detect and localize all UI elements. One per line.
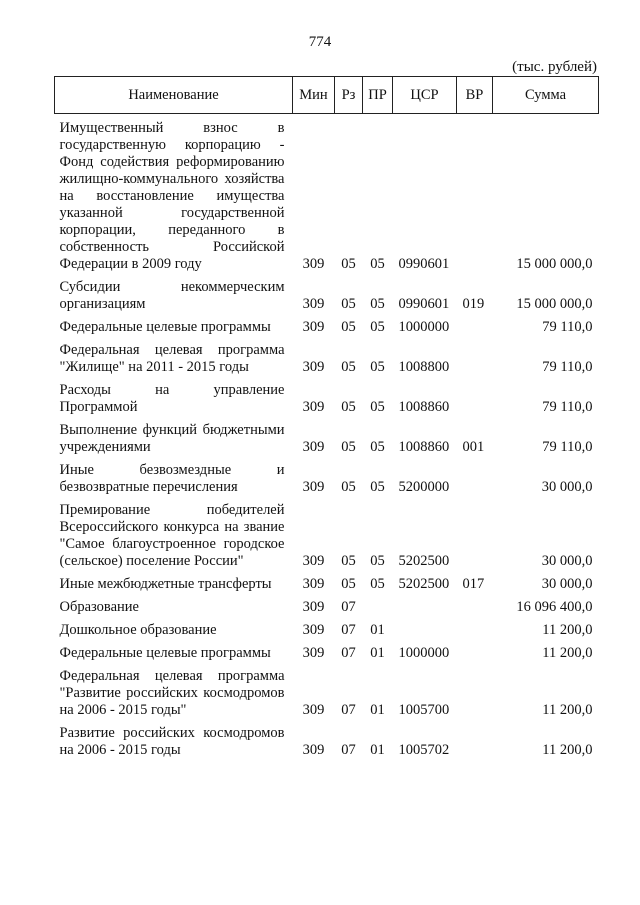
cell-rz: 05 <box>341 399 356 415</box>
cell-csr: 1000000 <box>398 645 450 661</box>
cell-min: 309 <box>302 319 325 335</box>
cell-csr <box>393 593 457 616</box>
row-name-text: Развитие российских космодромов на 2006 - 2015 годы <box>59 725 285 758</box>
cell-vr <box>457 376 493 416</box>
row-name-text: Расходы на управление Программой <box>59 382 285 415</box>
table-row <box>55 456 599 496</box>
cell-sum: 11 200,0 <box>542 742 593 758</box>
cell-name <box>55 114 293 274</box>
table-row <box>55 662 599 719</box>
cell-name <box>55 719 293 759</box>
page-number: 774 <box>308 34 332 50</box>
table-row <box>55 639 599 662</box>
row-name-text: Федеральные целевые программы <box>59 645 271 661</box>
cell-rz: 05 <box>341 256 356 272</box>
cell-name <box>55 662 293 719</box>
cell-rz: 05 <box>341 553 356 569</box>
cell-pr: 05 <box>370 359 385 375</box>
table-row <box>55 273 599 313</box>
cell-vr <box>457 593 493 616</box>
cell-min: 309 <box>302 256 325 272</box>
cell-rz: 05 <box>341 359 356 375</box>
cell-rz: 07 <box>341 645 356 661</box>
cell-min: 309 <box>302 576 325 592</box>
cell-sum: 16 096 400,0 <box>516 599 593 615</box>
cell-vr: 019 <box>462 296 485 312</box>
row-name-text: Иные безвозмездные и безвозвратные перечисления <box>59 462 285 495</box>
header-csr: ЦСР <box>393 77 457 114</box>
cell-sum: 11 200,0 <box>542 645 593 661</box>
row-name-text: Федеральные целевые программы <box>59 319 271 335</box>
table-row <box>55 376 599 416</box>
table-row <box>55 416 599 456</box>
cell-sum: 30 000,0 <box>541 576 593 592</box>
row-name-text: Субсидии некоммерческим организациям <box>59 279 285 312</box>
cell-vr <box>457 114 493 274</box>
cell-sum: 15 000 000,0 <box>516 256 593 272</box>
row-name-text: Дошкольное образование <box>59 622 217 638</box>
cell-name <box>55 336 293 376</box>
cell-csr: 1000000 <box>398 319 450 335</box>
cell-sum: 11 200,0 <box>542 702 593 718</box>
cell-sum: 79 110,0 <box>542 319 593 335</box>
cell-sum: 11 200,0 <box>542 622 593 638</box>
cell-name <box>55 456 293 496</box>
cell-vr <box>457 313 493 336</box>
cell-min: 309 <box>302 479 325 495</box>
table-row <box>55 114 599 274</box>
cell-vr <box>457 616 493 639</box>
cell-vr <box>457 456 493 496</box>
cell-csr: 0990601 <box>398 256 450 272</box>
cell-name <box>55 416 293 456</box>
cell-min: 309 <box>302 399 325 415</box>
header-name: Наименование <box>55 77 293 114</box>
cell-sum: 79 110,0 <box>542 399 593 415</box>
cell-rz: 05 <box>341 296 356 312</box>
cell-csr: 5202500 <box>398 576 450 592</box>
cell-pr: 05 <box>370 439 385 455</box>
row-name-text: Премирование победителей Всероссийского конкурса на звание "Самое благоустроенное городское (сельское) поселение России" <box>59 502 285 569</box>
cell-csr <box>393 616 457 639</box>
header-vr: ВР <box>457 77 493 114</box>
cell-min: 309 <box>302 645 325 661</box>
table-row <box>55 336 599 376</box>
cell-name <box>55 570 293 593</box>
cell-min: 309 <box>302 742 325 758</box>
cell-vr <box>457 496 493 570</box>
cell-rz: 05 <box>341 576 356 592</box>
row-name-text: Имущественный взнос в государственную корпорацию - Фонд содействия реформированию жилищно-коммунального хозяйства на восстановление имущества указанной государственной корпорации, переданного в собственность Российской Федерации в 2009 году <box>59 120 285 272</box>
cell-csr: 1008800 <box>398 359 450 375</box>
cell-csr: 1008860 <box>398 399 450 415</box>
cell-vr: 001 <box>462 439 485 455</box>
row-name-text: Образование <box>59 599 139 615</box>
table-row <box>55 313 599 336</box>
cell-name <box>55 496 293 570</box>
cell-pr: 01 <box>370 645 385 661</box>
cell-rz: 07 <box>341 742 356 758</box>
cell-vr <box>457 662 493 719</box>
cell-name <box>55 273 293 313</box>
header-pr: ПР <box>363 77 393 114</box>
cell-min: 309 <box>302 622 325 638</box>
cell-rz: 07 <box>341 622 356 638</box>
header-sum: Сумма <box>493 77 599 114</box>
row-name-text: Выполнение функций бюджетными учреждениями <box>59 422 285 455</box>
cell-rz: 05 <box>341 439 356 455</box>
row-name-text: Федеральная целевая программа "Развитие российских космодромов на 2006 - 2015 годы" <box>59 668 285 718</box>
cell-sum: 79 110,0 <box>542 359 593 375</box>
cell-pr: 05 <box>370 479 385 495</box>
row-name-text: Иные межбюджетные трансферты <box>59 576 272 592</box>
table-row <box>55 570 599 593</box>
cell-pr <box>363 593 393 616</box>
cell-pr: 05 <box>370 399 385 415</box>
table-row <box>55 496 599 570</box>
header-min: Мин <box>293 77 335 114</box>
cell-pr: 05 <box>370 553 385 569</box>
budget-table <box>54 76 599 759</box>
cell-pr: 01 <box>370 702 385 718</box>
table-header-row <box>55 77 599 114</box>
cell-csr: 1005700 <box>398 702 450 718</box>
cell-sum: 15 000 000,0 <box>516 296 593 312</box>
cell-name <box>55 639 293 662</box>
cell-pr: 01 <box>370 622 385 638</box>
cell-min: 309 <box>302 296 325 312</box>
cell-rz: 05 <box>341 479 356 495</box>
cell-rz: 05 <box>341 319 356 335</box>
cell-sum: 30 000,0 <box>541 553 593 569</box>
cell-sum: 79 110,0 <box>542 439 593 455</box>
cell-pr: 05 <box>370 576 385 592</box>
cell-pr: 05 <box>370 296 385 312</box>
cell-vr <box>457 719 493 759</box>
cell-min: 309 <box>302 702 325 718</box>
table-row <box>55 593 599 616</box>
cell-name <box>55 313 293 336</box>
cell-min: 309 <box>302 553 325 569</box>
cell-pr: 01 <box>370 742 385 758</box>
units-label: (тыс. рублей) <box>512 59 597 75</box>
table-row <box>55 719 599 759</box>
cell-min: 309 <box>302 439 325 455</box>
cell-csr: 5200000 <box>398 479 450 495</box>
cell-csr: 5202500 <box>398 553 450 569</box>
cell-vr <box>457 639 493 662</box>
cell-rz: 07 <box>341 702 356 718</box>
cell-sum: 30 000,0 <box>541 479 593 495</box>
cell-name <box>55 376 293 416</box>
cell-csr: 1005702 <box>398 742 450 758</box>
row-name-text: Федеральная целевая программа "Жилище" на 2011 - 2015 годы <box>59 342 285 375</box>
header-rz: Рз <box>335 77 363 114</box>
table-row <box>55 616 599 639</box>
cell-name <box>55 593 293 616</box>
cell-pr: 05 <box>370 256 385 272</box>
cell-vr <box>457 336 493 376</box>
cell-min: 309 <box>302 359 325 375</box>
cell-pr: 05 <box>370 319 385 335</box>
cell-name <box>55 616 293 639</box>
cell-min: 309 <box>302 599 325 615</box>
cell-csr: 1008860 <box>398 439 450 455</box>
cell-csr: 0990601 <box>398 296 450 312</box>
cell-rz: 07 <box>341 599 356 615</box>
cell-vr: 017 <box>462 576 485 592</box>
